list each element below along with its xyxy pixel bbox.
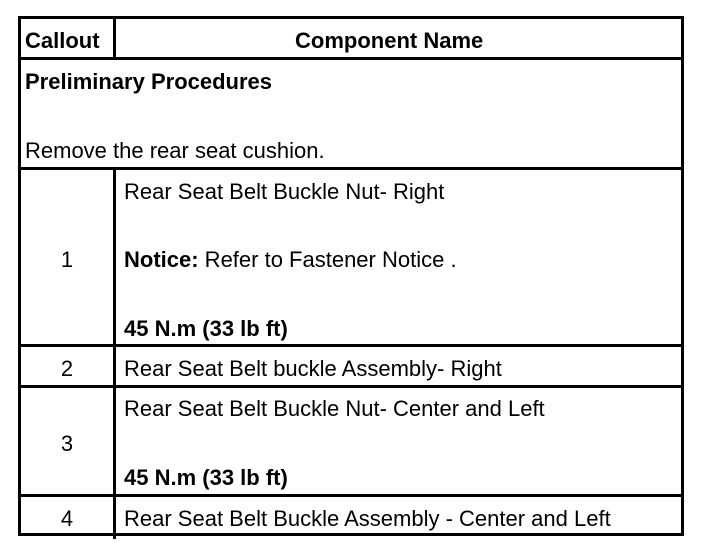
row-3-divider: [21, 494, 681, 497]
row-1-name: Rear Seat Belt Buckle Nut- Right: [124, 179, 445, 204]
header-divider: [21, 57, 681, 60]
procedure-table: [18, 16, 684, 536]
row-3-torque: 45 N.m (33 lb ft): [124, 465, 288, 490]
preliminary-divider: [21, 167, 681, 170]
row-3-name: Rear Seat Belt Buckle Nut- Center and Left: [124, 396, 545, 421]
component-name-header: Component Name: [295, 28, 484, 53]
row-4-name: Rear Seat Belt Buckle Assembly - Center and Left: [124, 506, 611, 531]
notice-text: Refer to Fastener Notice .: [198, 247, 457, 272]
callout-2: 2: [60, 356, 74, 381]
header-column-divider: [113, 19, 116, 57]
preliminary-title: Preliminary Procedures: [25, 69, 273, 94]
row-2-name: Rear Seat Belt buckle Assembly- Right: [124, 356, 502, 381]
column-divider: [113, 167, 116, 539]
notice-label: Notice:: [124, 247, 199, 272]
row-1-torque: 45 N.m (33 lb ft): [124, 316, 288, 341]
preliminary-step: Remove the rear seat cushion.: [25, 138, 325, 163]
callout-header: Callout: [25, 28, 100, 53]
callout-3: 3: [60, 431, 74, 456]
row-2-divider: [21, 385, 681, 388]
callout-4: 4: [60, 506, 74, 531]
row-1-divider: [21, 344, 681, 347]
row-1-notice: [124, 247, 457, 273]
callout-1: 1: [60, 247, 74, 272]
